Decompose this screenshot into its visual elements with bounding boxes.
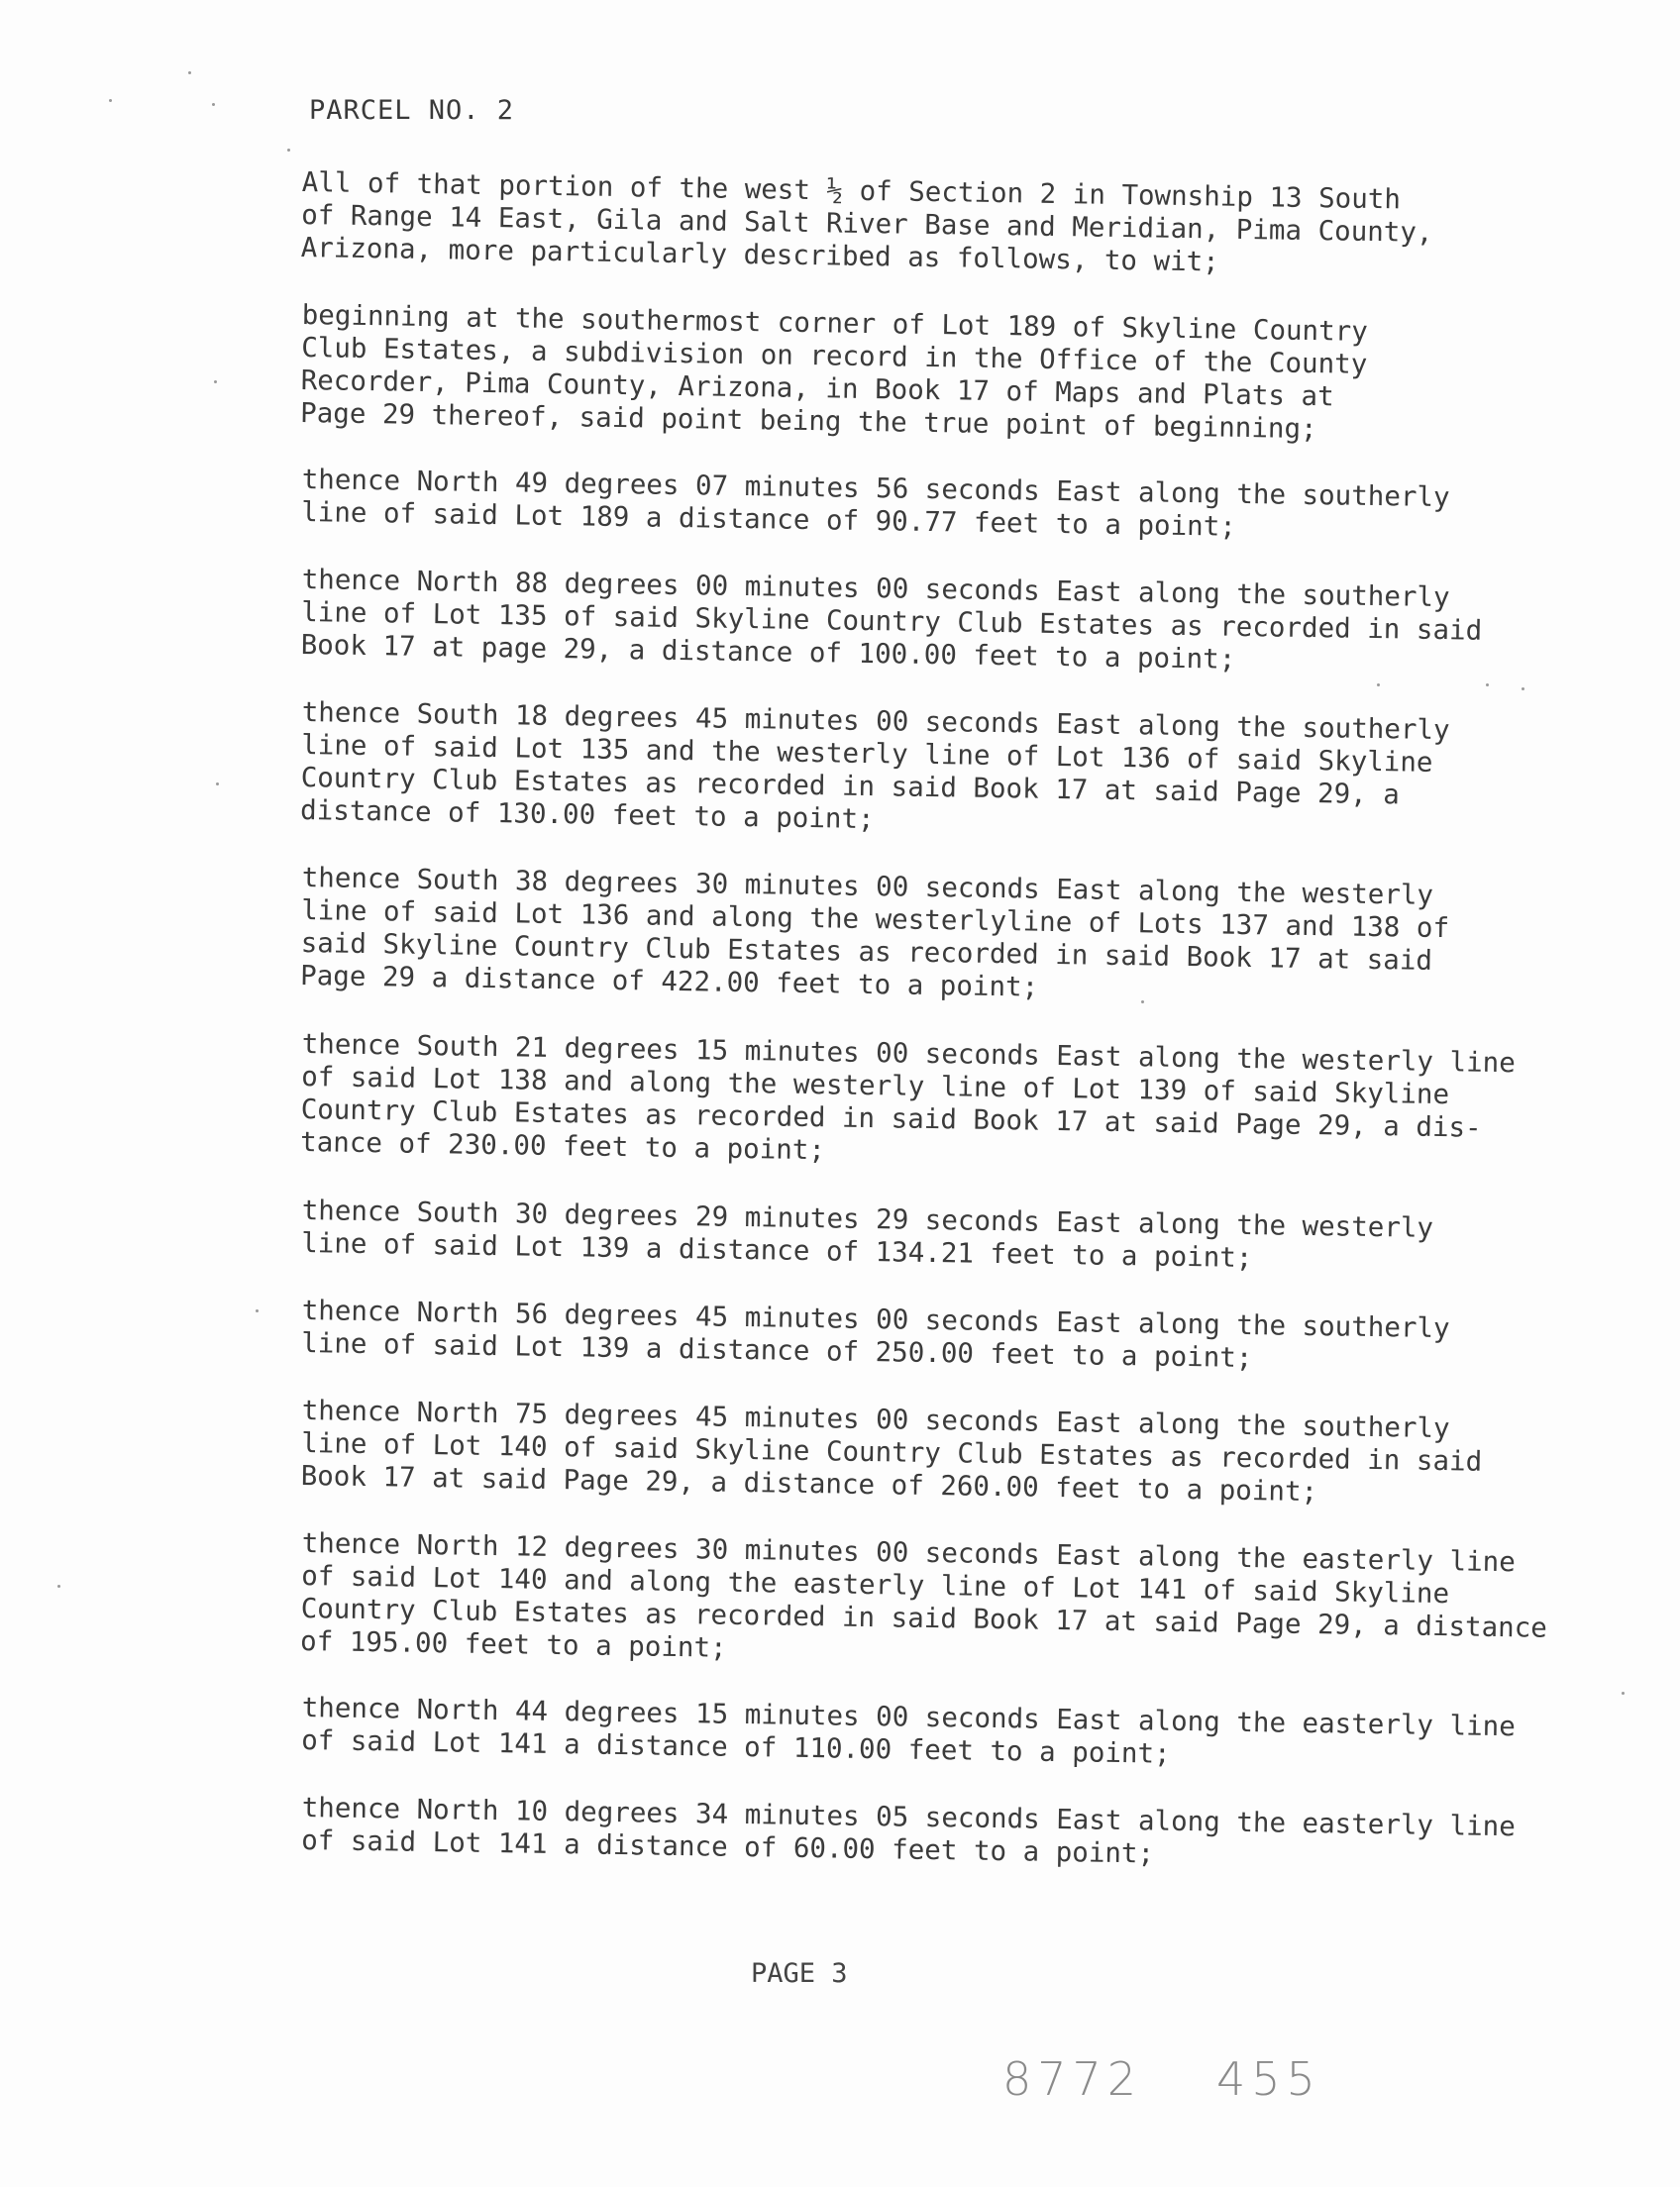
parcel-heading: PARCEL NO. 2 <box>309 95 515 126</box>
paragraph-course-3: thence South 18 degrees 45 minutes 00 seconds East along the southerly line of said Lot 135 and the westerly line of Lot 136 of said Skyline Country Club Estates as recorded in said Book 17 at said Page 29, a distance of 130.00 feet to a point; <box>299 696 1450 836</box>
scan-speck <box>109 99 112 102</box>
paragraph-course-5: thence South 21 degrees 15 minutes 00 seconds East along the westerly line of said Lot 138 and along the westerly line of Lot 139 of said Skyline Country Club Estates as recorded in said Book 17 at said Page 29, a dis- tance of 230.00 feet to a point; <box>299 1028 1517 1167</box>
scan-speck <box>212 103 215 106</box>
scan-speck <box>188 71 191 74</box>
scan-speck <box>287 149 290 152</box>
recording-stamp-book: 8772 <box>1002 2052 1143 2106</box>
paragraph-course-8: thence North 75 degrees 45 minutes 00 seconds East along the southerly line of Lot 140 of said Skyline Country Club Estates as recorded in said Book 17 at said Page 29, a distance of 260.00 feet to a point; <box>300 1395 1483 1509</box>
scan-speck <box>1522 687 1524 690</box>
paragraph-beginning: beginning at the southermost corner of Lot 189 of Skyline Country Club Estates, a subdivision on record in the Office of the County Recorder, Pima County, Arizona, in Book 17 of Maps and Plats at Page 29 thereof, said point being the true point of beginning; <box>299 299 1369 446</box>
paragraph-course-2: thence North 88 degrees 00 minutes 00 seconds East along the southerly line of Lot 135 of said Skyline Country Club Estates as recorded in said Book 17 at page 29, a distance of 100.00 feet to a point; <box>300 564 1483 676</box>
paragraph-course-11: thence North 10 degrees 34 minutes 05 seconds East along the easterly line of said Lot 141 a distance of 60.00 feet to a point; <box>300 1792 1517 1870</box>
scan-speck <box>1486 683 1489 686</box>
paragraph-intro: All of that portion of the west ½ of Section 2 in Township 13 South of Range 14 East, Gila and Salt River Base and Meridian, Pima County, Arizona, more particularly described as follows, to wit; <box>300 166 1433 278</box>
paragraph-course-1: thence North 49 degrees 07 minutes 56 seconds East along the southerly line of said Lot 189 a distance of 90.77 feet to a point; <box>300 464 1450 543</box>
paragraph-course-7: thence North 56 degrees 45 minutes 00 seconds East along the southerly line of said Lot 139 a distance of 250.00 feet to a point; <box>300 1295 1450 1375</box>
paragraph-course-6: thence South 30 degrees 29 minutes 29 seconds East along the westerly line of said Lot 139 a distance of 134.21 feet to a point; <box>300 1195 1434 1275</box>
scan-speck <box>214 380 217 383</box>
scan-speck <box>57 1585 60 1588</box>
paragraph-course-9: thence North 12 degrees 30 minutes 00 seconds East along the easterly line of said Lot 140 and along the easterly line of Lot 141 of said Skyline Country Club Estates as recorded in said Book 17 at said Page 29, a distance of 195.00 feet to a point; <box>299 1527 1548 1664</box>
paragraph-course-10: thence North 44 degrees 15 minutes 00 seconds East along the easterly line of said Lot 141 a distance of 110.00 feet to a point; <box>300 1692 1517 1770</box>
scan-speck <box>256 1309 259 1312</box>
paragraph-course-4: thence South 38 degrees 30 minutes 00 seconds East along the westerly line of said Lot 136 and along the westerlyline of Lots 137 and 138 of said Skyline Country Club Estates as recorded in said Book 17 at said Page 29 a distance of 422.00 feet to a point; <box>299 862 1450 1003</box>
scan-speck <box>1622 1692 1625 1695</box>
scan-speck <box>1141 1000 1144 1003</box>
recording-stamp-page: 455 <box>1216 2052 1321 2106</box>
scan-speck <box>216 782 219 785</box>
scan-speck <box>1377 683 1380 686</box>
page-number: PAGE 3 <box>751 1958 848 1989</box>
